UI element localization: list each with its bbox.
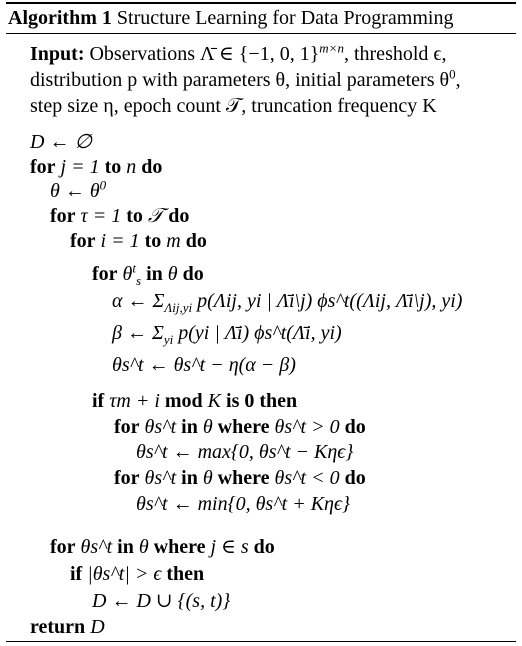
kw-then: is 0 then bbox=[226, 390, 298, 412]
algorithm-label: Algorithm 1 bbox=[8, 7, 112, 29]
expr: θ bbox=[197, 467, 218, 489]
kw-if: if bbox=[92, 390, 105, 412]
code-line-7 bbox=[112, 290, 463, 315]
code-line-11 bbox=[114, 416, 366, 438]
kw-do: do bbox=[185, 230, 207, 252]
input-line-3 bbox=[30, 95, 437, 117]
kw-for: for bbox=[50, 205, 76, 227]
code-line-17: D ← D ∪ {(s, t)} bbox=[92, 590, 231, 612]
kw-for: for bbox=[30, 156, 56, 178]
kw-for: for bbox=[50, 536, 76, 558]
kw-return: return bbox=[30, 616, 86, 638]
kw-do: do bbox=[344, 467, 366, 489]
expr: θs^t bbox=[139, 416, 182, 438]
kw-mod: mod bbox=[164, 390, 203, 412]
code-line-15 bbox=[50, 536, 275, 558]
expr: j ∈ s bbox=[205, 536, 254, 558]
kw-do: do bbox=[182, 263, 204, 285]
code-line-13 bbox=[114, 467, 366, 489]
kw-to: to bbox=[104, 156, 122, 178]
expr-sup: 0 bbox=[99, 177, 107, 193]
algorithm-title: Structure Learning for Data Programming bbox=[116, 7, 454, 29]
input-text-2: distribution p with parameters θ, initial parameters θ bbox=[30, 69, 450, 91]
top-rule bbox=[6, 2, 516, 4]
expr: θs^t > 0 bbox=[269, 416, 345, 438]
expr: n bbox=[121, 156, 142, 178]
code-line-3 bbox=[50, 177, 107, 202]
input-line-1 bbox=[30, 40, 447, 65]
expr: j = 1 bbox=[55, 156, 105, 178]
input-text-1-tail: , threshold ϵ, bbox=[343, 43, 447, 65]
algorithm-caption bbox=[8, 7, 453, 29]
kw-for: for bbox=[114, 416, 140, 438]
expr: p(Λij, yi | Λ̄i\j) ϕs^t((Λij, Λ̄i\j), yi) bbox=[192, 290, 463, 312]
expr: θ ← θ bbox=[50, 180, 100, 202]
kw-do: do bbox=[253, 536, 275, 558]
expr: θs^t bbox=[75, 536, 118, 558]
kw-do: do bbox=[141, 156, 163, 178]
input-line-2 bbox=[30, 66, 461, 91]
input-text-3: step size η, epoch count 𝒯, truncation frequency K bbox=[30, 95, 437, 117]
code-line-16 bbox=[70, 563, 204, 585]
kw-to: to bbox=[144, 230, 162, 252]
kw-to: to bbox=[126, 205, 143, 227]
expr: θ bbox=[162, 263, 183, 285]
expr: D bbox=[85, 616, 105, 638]
bottom-rule bbox=[6, 641, 516, 642]
code-line-8 bbox=[112, 322, 342, 347]
caption-rule bbox=[6, 33, 516, 34]
expr: θs^t < 0 bbox=[269, 467, 345, 489]
kw-in: in bbox=[146, 263, 163, 285]
expr: θ bbox=[197, 416, 218, 438]
code-line-10 bbox=[92, 390, 297, 412]
expr: K bbox=[202, 390, 227, 412]
kw-where: where bbox=[153, 536, 206, 558]
expr: |θs^t| > ϵ bbox=[82, 563, 167, 585]
kw-do: do bbox=[168, 205, 190, 227]
kw-for: for bbox=[92, 263, 118, 285]
kw-where: where bbox=[217, 416, 270, 438]
kw-where: where bbox=[217, 467, 270, 489]
kw-then: then bbox=[166, 563, 205, 585]
kw-in: in bbox=[181, 416, 198, 438]
expr: θs^t bbox=[139, 467, 182, 489]
expr: θ bbox=[117, 263, 133, 285]
expr-sub: Λij,yi bbox=[164, 300, 193, 315]
input-text-2-tail: , bbox=[455, 69, 461, 91]
code-line-9: θs^t ← θs^t − η(α − β) bbox=[112, 354, 296, 376]
kw-for: for bbox=[114, 467, 140, 489]
kw-for: for bbox=[70, 230, 96, 252]
input-label: Input: bbox=[30, 43, 85, 65]
expr: β ← Σ bbox=[112, 322, 164, 344]
code-line-4 bbox=[50, 205, 189, 227]
kw-in: in bbox=[117, 536, 134, 558]
expr-sub: yi bbox=[163, 332, 174, 347]
code-line-18 bbox=[30, 616, 105, 638]
expr: θ bbox=[133, 536, 154, 558]
expr: α ← Σ bbox=[112, 290, 165, 312]
kw-in: in bbox=[181, 467, 198, 489]
code-line-12: θs^t ← max{0, θs^t − Kηϵ} bbox=[136, 441, 354, 463]
expr: i = 1 bbox=[95, 230, 145, 252]
input-text-2-sup: 0 bbox=[449, 66, 456, 82]
expr: p(yi | Λ̄i) ϕs^t(Λ̄i, yi) bbox=[173, 322, 342, 344]
expr: τ = 1 bbox=[75, 205, 127, 227]
code-line-5 bbox=[70, 230, 207, 252]
input-text-1: Observations Λ̄ ∈ {−1, 0, 1} bbox=[89, 43, 320, 65]
kw-if: if bbox=[70, 563, 83, 585]
code-line-2 bbox=[30, 156, 162, 178]
code-line-14: θs^t ← min{0, θs^t + Kηϵ} bbox=[136, 493, 351, 515]
expr: 𝒯 bbox=[142, 205, 169, 227]
expr: τm + i bbox=[104, 390, 165, 412]
input-text-1-sup: m×n bbox=[319, 40, 344, 56]
expr: m bbox=[161, 230, 186, 252]
kw-do: do bbox=[344, 416, 366, 438]
code-line-1: D ← ∅ bbox=[30, 131, 92, 153]
code-line-6: for $\theta^t_s$ in θ do bbox=[92, 260, 204, 288]
